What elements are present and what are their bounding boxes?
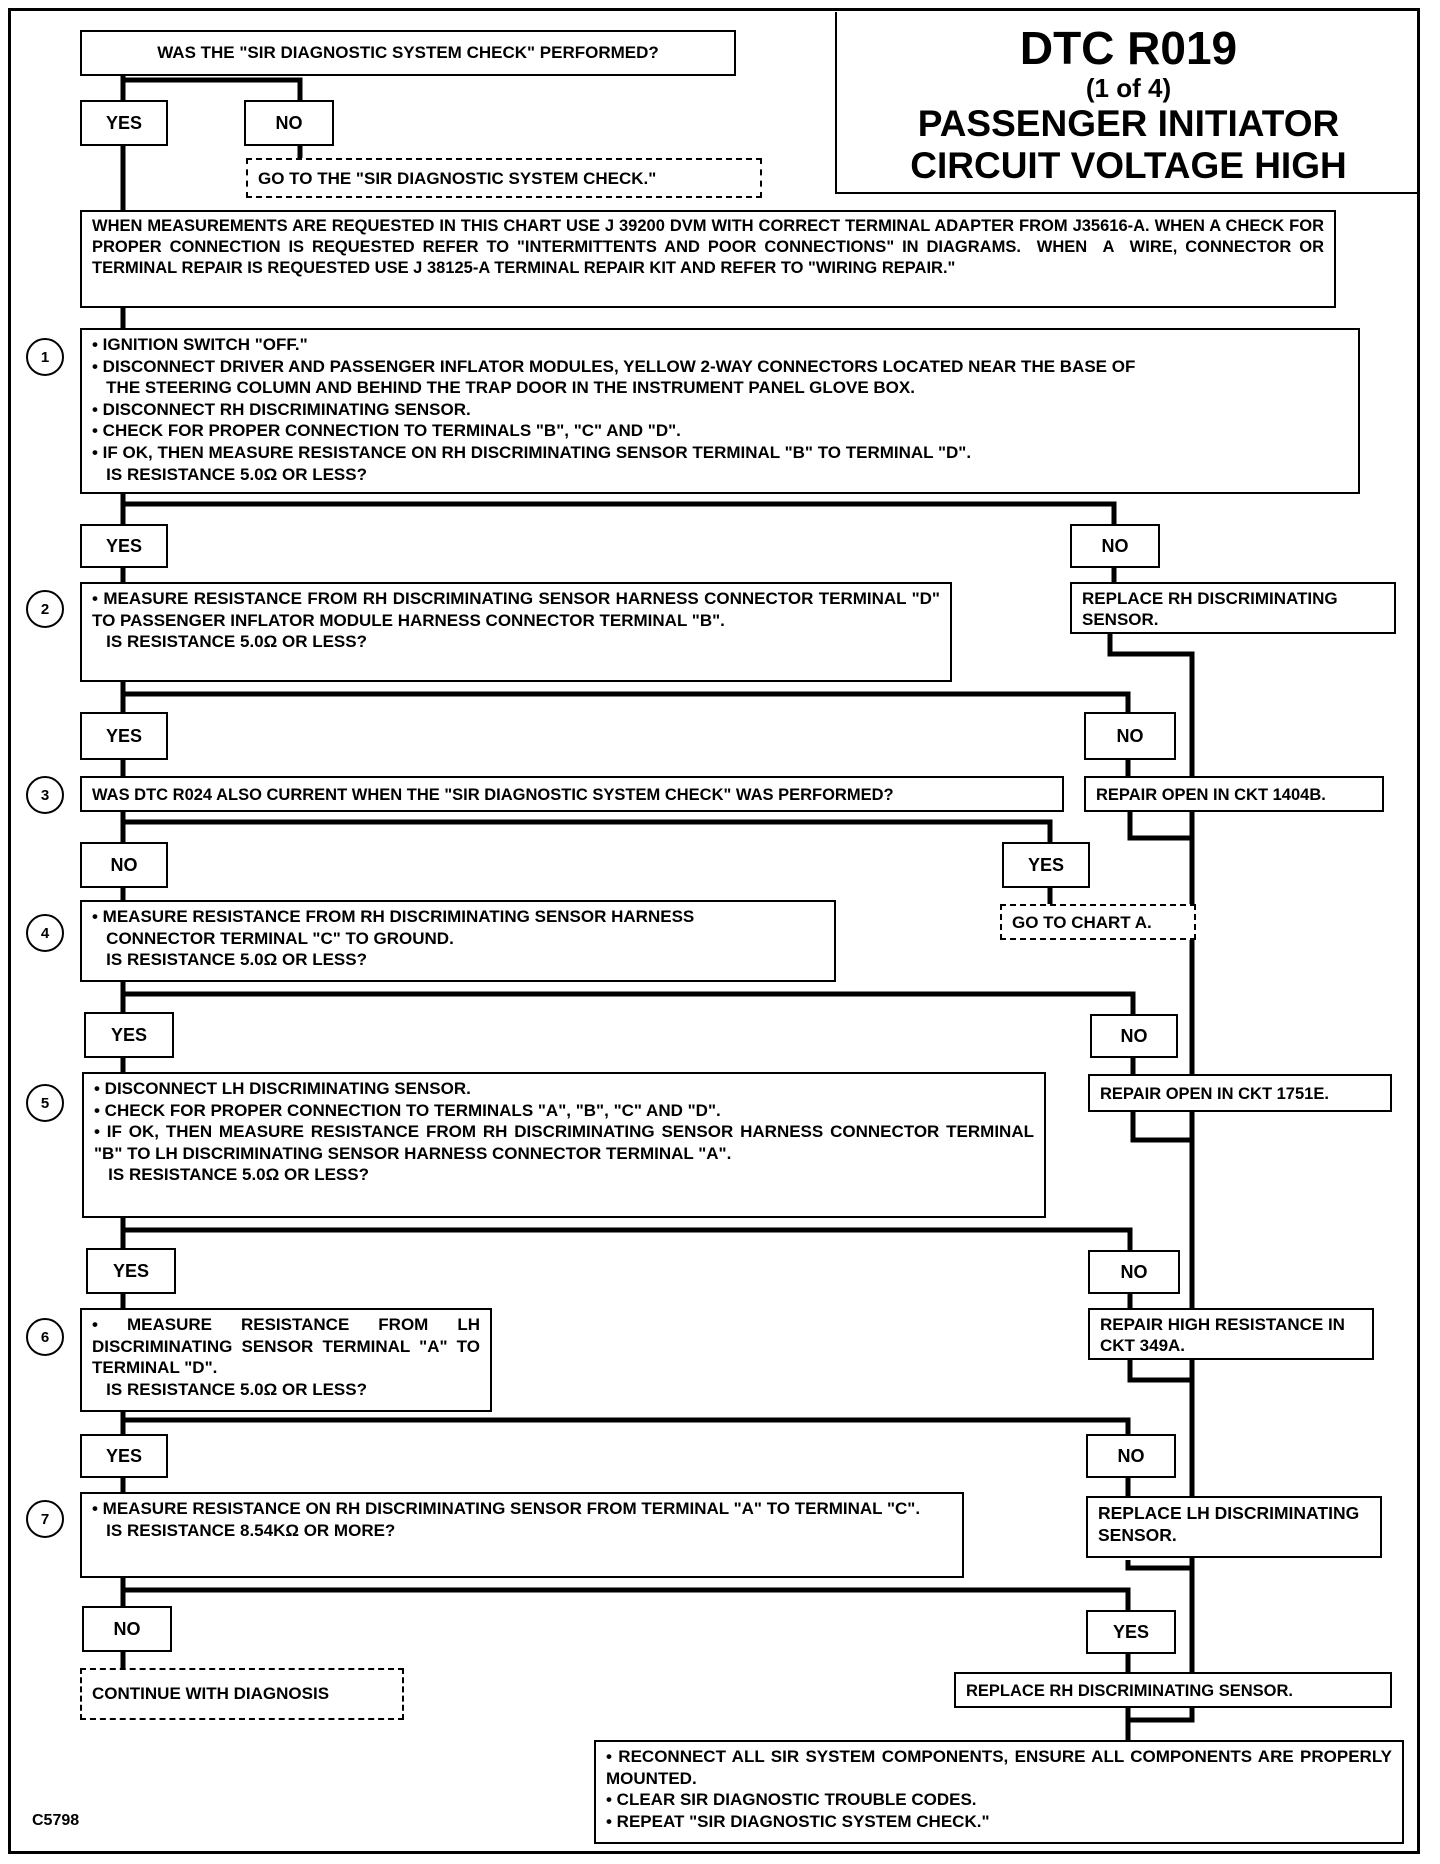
step-2-marker: 2 [26,590,64,628]
step-5-yes: YES [86,1248,176,1294]
intro-note: WHEN MEASUREMENTS ARE REQUESTED IN THIS CHART USE J 39200 DVM WITH CORRECT TERMINAL ADAPTER FROM J35616-A. WHEN A CHECK FOR PROPER CONNECTION IS REQUESTED REFER TO "INTERMITTENTS AND POOR CONNECTIONS" IN DIAGRAMS. WHEN A WIRE, CONNECTOR OR TERMINAL REPAIR IS REQUESTED USE J 38125-A TERMINAL REPAIR KIT AND REFER TO "WIRING REPAIR." [80,210,1336,308]
step-6-no: NO [1086,1434,1176,1478]
step-2-yes: YES [80,712,168,760]
figure-code: C5798 [32,1812,80,1829]
chart-part: (1 of 4) [1085,73,1172,103]
title-block [835,12,1420,194]
continue-diagnosis-box: CONTINUE WITH DIAGNOSIS [80,1668,404,1720]
step-4-box: • MEASURE RESISTANCE FROM RH DISCRIMINATING SENSOR HARNESS CONNECTOR TERMINAL "C" TO GROUND. IS RESISTANCE 5.0Ω OR LESS? [80,900,836,982]
step-1-no-action: REPLACE RH DISCRIMINATING SENSOR. [1070,582,1396,634]
step-7-yes-action: REPLACE RH DISCRIMINATING SENSOR. [954,1672,1392,1708]
step-5-no: NO [1088,1250,1180,1294]
dtc-code: DTC R019 [1019,22,1238,74]
step-5-no-action: REPAIR HIGH RESISTANCE IN CKT 349A. [1088,1308,1374,1360]
step-6-yes: YES [80,1434,168,1478]
step-3-yes: YES [1002,842,1090,888]
step-7-box: • MEASURE RESISTANCE ON RH DISCRIMINATING SENSOR FROM TERMINAL "A" TO TERMINAL "C". IS RESISTANCE 8.54KΩ OR MORE? [80,1492,964,1578]
step-4-no-action: REPAIR OPEN IN CKT 1751E. [1088,1074,1392,1112]
step-1-yes: YES [80,524,168,568]
step-2-box: • MEASURE RESISTANCE FROM RH DISCRIMINATING SENSOR HARNESS CONNECTOR TERMINAL "D" TO PASSENGER INFLATOR MODULE HARNESS CONNECTOR TERMINAL "B". IS RESISTANCE 5.0Ω OR LESS? [80,582,952,682]
step-4-no: NO [1090,1014,1178,1058]
step-4-yes: YES [84,1012,174,1058]
step-4-marker: 4 [26,914,64,952]
step-6-no-action: REPLACE LH DISCRIMINATING SENSOR. [1086,1496,1382,1558]
title-line-1: PASSENGER INITIATOR [917,103,1340,144]
goto-sir-check-box: GO TO THE "SIR DIAGNOSTIC SYSTEM CHECK." [246,158,762,198]
step-5-marker: 5 [26,1084,64,1122]
step-6-box: • MEASURE RESISTANCE FROM LH DISCRIMINATING SENSOR TERMINAL "A" TO TERMINAL "D". IS RESISTANCE 5.0Ω OR LESS? [80,1308,492,1412]
step-7-marker: 7 [26,1500,64,1538]
step-1-marker: 1 [26,338,64,376]
step-3-box: WAS DTC R024 ALSO CURRENT WHEN THE "SIR DIAGNOSTIC SYSTEM CHECK" WAS PERFORMED? [80,776,1064,812]
step-3-no: NO [80,842,168,888]
step-1-box: • IGNITION SWITCH "OFF." • DISCONNECT DRIVER AND PASSENGER INFLATOR MODULES, YELLOW 2-WAY CONNECTORS LOCATED NEAR THE BASE OF THE STEERING COLUMN AND BEHIND THE TRAP DOOR IN THE INSTRUMENT PANEL GLOVE BOX. • DISCONNECT RH DISCRIMINATING SENSOR. • CHECK FOR PROPER CONNECTION TO TERMINALS "B", "C" AND "D". • IF OK, THEN MEASURE RESISTANCE ON RH DISCRIMINATING SENSOR TERMINAL "B" TO TERMINAL "D". IS RESISTANCE 5.0Ω OR LESS? [80,328,1360,494]
step-6-marker: 6 [26,1318,64,1356]
title-line-2: CIRCUIT VOLTAGE HIGH [910,145,1347,186]
step-2-no: NO [1084,712,1176,760]
question-no: NO [244,100,334,146]
step-7-no: NO [82,1606,172,1652]
goto-chart-a-box: GO TO CHART A. [1000,904,1196,940]
step-5-box: • DISCONNECT LH DISCRIMINATING SENSOR. • CHECK FOR PROPER CONNECTION TO TERMINALS "A", "B", "C" AND "D". • IF OK, THEN MEASURE RESISTANCE FROM RH DISCRIMINATING SENSOR HARNESS CONNECTOR TERMINAL "B" TO LH DISCRIMINATING SENSOR HARNESS CONNECTOR TERMINAL "A". IS RESISTANCE 5.0Ω OR LESS? [82,1072,1046,1218]
step-2-no-action: REPAIR OPEN IN CKT 1404B. [1084,776,1384,812]
question-yes: YES [80,100,168,146]
question-box: WAS THE "SIR DIAGNOSTIC SYSTEM CHECK" PERFORMED? [80,30,736,76]
step-3-marker: 3 [26,776,64,814]
final-actions-box: • RECONNECT ALL SIR SYSTEM COMPONENTS, ENSURE ALL COMPONENTS ARE PROPERLY MOUNTED. • CLEAR SIR DIAGNOSTIC TROUBLE CODES. • REPEAT "SIR DIAGNOSTIC SYSTEM CHECK." [594,1740,1404,1844]
step-1-no: NO [1070,524,1160,568]
step-7-yes: YES [1086,1610,1176,1654]
